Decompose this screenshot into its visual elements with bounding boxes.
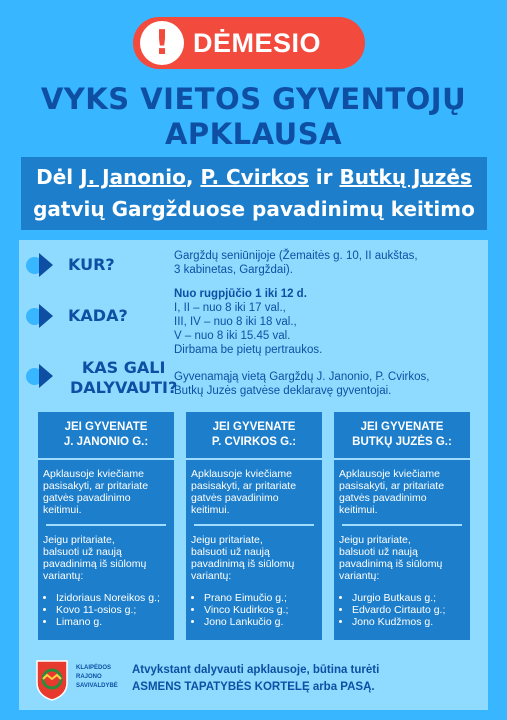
divider (186, 458, 322, 460)
where-label: KUR? (68, 255, 115, 274)
divider (38, 458, 174, 460)
card-vote-text: Jeigu pritariate, balsuoti už naują pavadinimą iš siūlomų variantų: (191, 534, 295, 582)
exclamation-icon: ! (140, 21, 184, 65)
card-janonio (38, 412, 174, 640)
card-intro: Apklausoje kviečiame pasisakyti, ar pritariate gatvės pavadinimo keitimui. (339, 468, 445, 516)
who-label: KAS GALI DALYVAUTI? (70, 358, 178, 397)
when-text: Nuo rugpjūčio 1 iki 12 d. I, II – nuo 8 iki 17 val., III, IV – nuo 8 iki 18 val., V – nuo 8 iki 15.45 val. Dirbama be pietų pertraukos. (174, 288, 323, 356)
card-intro: Apklausoje kviečiame pasisakyti, ar pritariate gatvės pavadinimo keitimui. (43, 468, 149, 516)
arrow-right-icon (39, 364, 53, 388)
divider (194, 524, 314, 526)
banner-line-2: gatvių Gargžduose pavadinimų keitimo (33, 197, 475, 221)
banner-line-1 (21, 165, 487, 189)
headline-line-1: VYKS VIETOS GYVENTOJŲ (40, 82, 467, 116)
headline-line-2: APKLAUSA (164, 117, 343, 151)
arrow-right-icon (39, 253, 53, 277)
street-butku-juzes: Butkų Juzės (339, 165, 472, 189)
alert-badge (133, 17, 365, 69)
option-list: • Izidoriaus Noreikos g.; • Kovo 11-osios g.; • Limano g. (38, 592, 174, 628)
card-vote-text: Jeigu pritariate, balsuoti už naują pavadinimą iš siūlomų variantų: (43, 534, 147, 582)
option-list: • Prano Eimučio g.; • Vinco Kudirkos g.; • Jono Lankučio g. (186, 592, 322, 628)
card-heading: JEI GYVENATE J. JANONIO G.: (63, 421, 149, 448)
banner-sep: , (185, 165, 201, 189)
card-butku-juzes (334, 412, 470, 640)
topic-banner (21, 157, 487, 230)
when-label: KADA? (68, 306, 128, 325)
banner-and: ir (308, 165, 340, 189)
municipality-name: KLAIPĖDOS RAJONO SAVIVALDYBĖ (76, 665, 118, 689)
municipality-crest-icon (33, 659, 71, 701)
alert-label: DĖMESIO (193, 28, 322, 58)
where-text: Gargždų seniūnijoje (Žemaitės g. 10, II aukštas, 3 kabinetas, Gargždai). (174, 250, 418, 276)
street-janonio: J. Janonio (80, 165, 186, 189)
street-cvirkos: P. Cvirkos (200, 165, 309, 189)
card-vote-text: Jeigu pritariate, balsuoti už naują pavadinimą iš siūlomų variantų: (339, 534, 443, 582)
card-heading: JEI GYVENATE P. CVIRKOS G.: (211, 421, 297, 448)
footer-note: Atvykstant dalyvauti apklausoje, būtina turėti ASMENS TAPATYBĖS KORTELĘ arba PASĄ. (132, 664, 380, 693)
banner-prefix: Dėl (36, 165, 81, 189)
divider (342, 524, 462, 526)
card-heading: JEI GYVENATE BUTKŲ JUZĖS G.: (352, 421, 452, 448)
who-text: Gyvenamąją vietą Gargždų J. Janonio, P. Cvirkos, Butkų Juzės gatvėse deklaravę gyventojai. (174, 371, 430, 397)
arrow-right-icon (39, 304, 53, 328)
divider (334, 458, 470, 460)
divider (46, 524, 166, 526)
card-cvirkos (186, 412, 322, 640)
card-intro: Apklausoje kviečiame pasisakyti, ar pritariate gatvės pavadinimo keitimui. (191, 468, 297, 516)
option-list: • Jurgio Butkaus g.; • Edvardo Cirtauto g.; • Jono Kudžmos g. (334, 592, 470, 628)
